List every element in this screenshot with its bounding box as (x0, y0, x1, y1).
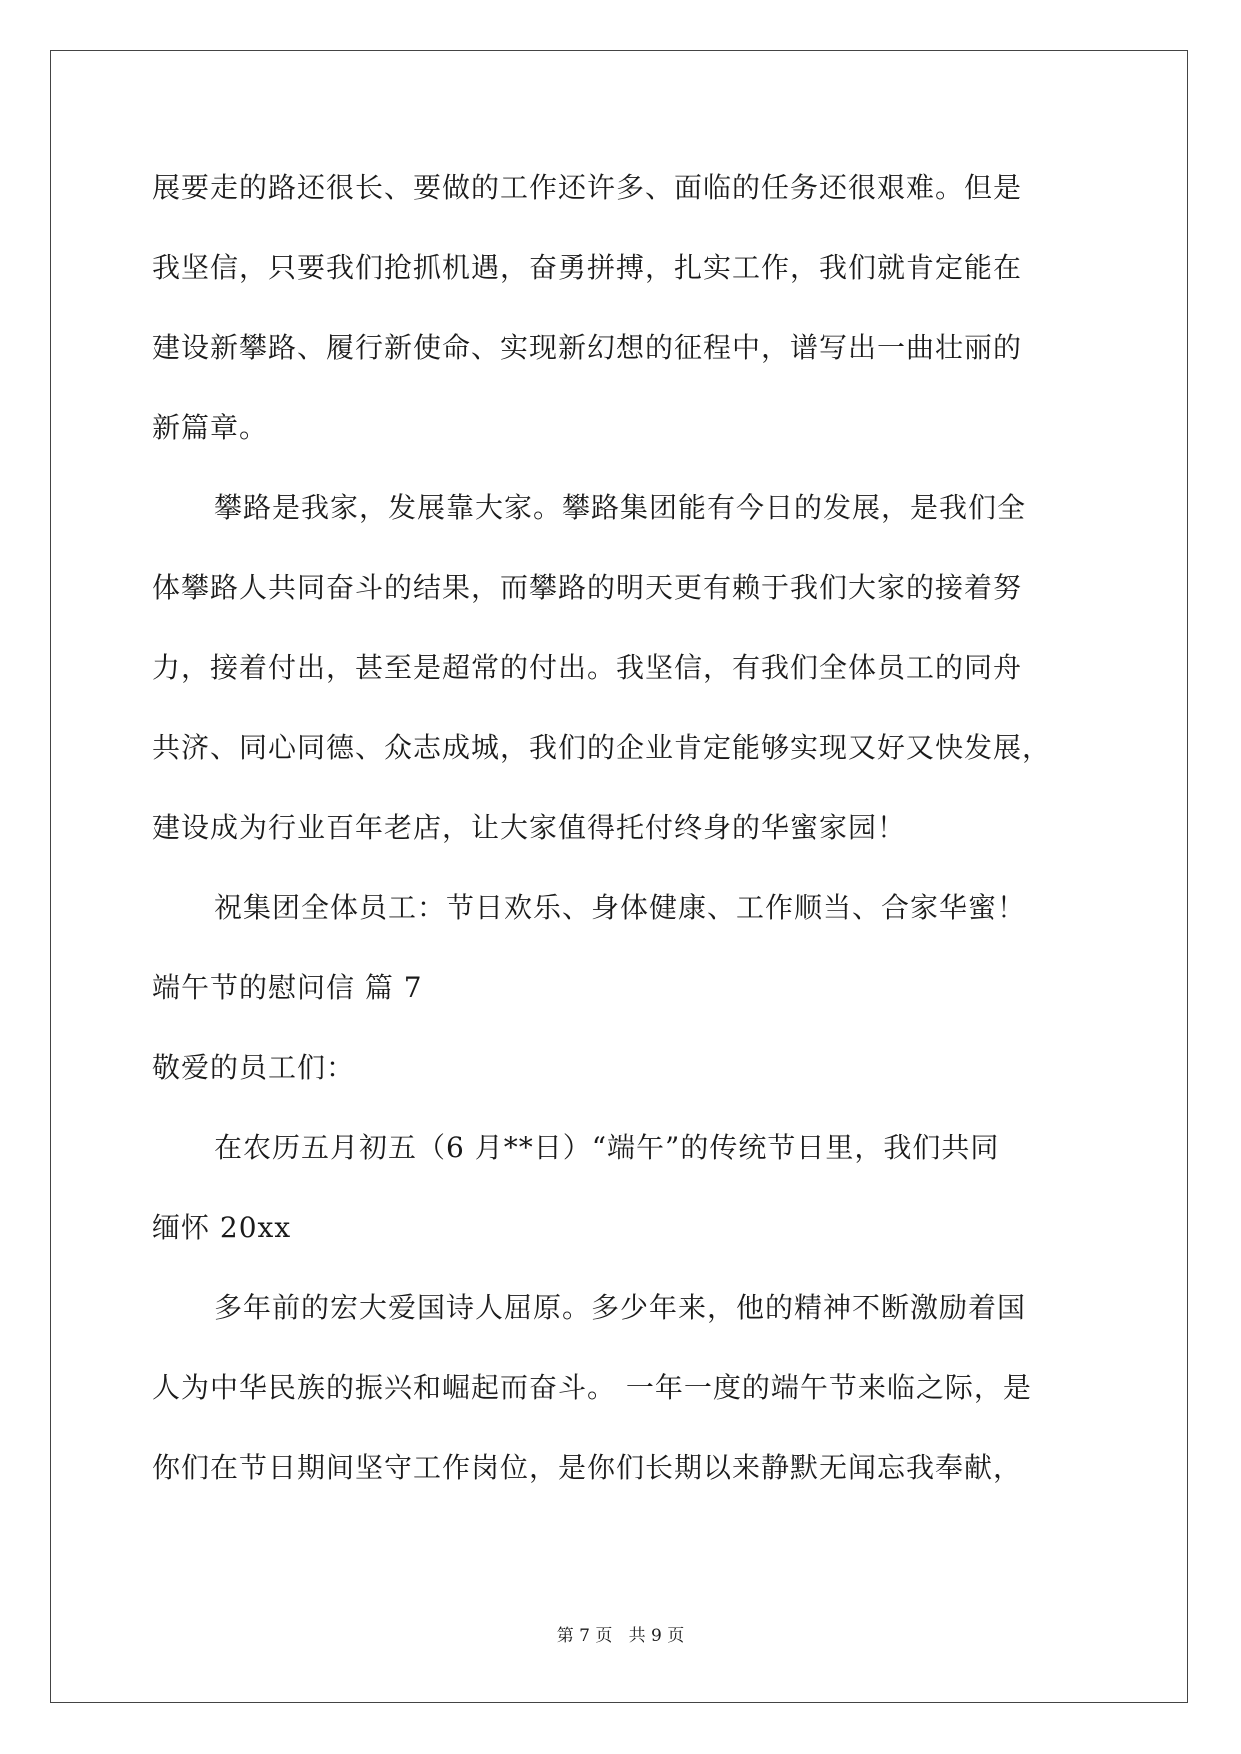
body-line: 力，接着付出，甚至是超常的付出。我坚信，有我们全体员工的同舟 (152, 651, 1023, 684)
body-line: 建设新攀路、履行新使命、实现新幻想的征程中，谱写出一曲壮丽的 (152, 331, 1023, 364)
body-line: 新篇章。 (152, 411, 269, 444)
body-line: 人为中华民族的振兴和崛起而奋斗。 一年一度的端午节来临之际，是 (152, 1371, 1032, 1404)
body-line: 你们在节日期间坚守工作岗位，是你们长期以来静默无闻忘我奉献， (152, 1451, 1023, 1484)
body-line: 共济、同心同德、众志成城，我们的企业肯定能够实现又好又快发展， (152, 731, 1052, 764)
paragraph-start-line: 多年前的宏大爱国诗人屈原。多少年来，他的精神不断激励着国 (214, 1291, 1027, 1324)
section-heading: 端午节的慰问信 篇 7 (152, 971, 423, 1004)
body-line: 体攀路人共同奋斗的结果，而攀路的明天更有赖于我们大家的接着努 (152, 571, 1023, 604)
body-line: 建设成为行业百年老店，让大家值得托付终身的华蜜家园！ (152, 811, 907, 844)
paragraph-start-line: 攀路是我家，发展靠大家。攀路集团能有今日的发展，是我们全 (214, 491, 1027, 524)
greeting-line: 祝集团全体员工：节日欢乐、身体健康、工作顺当、合家华蜜！ (214, 891, 1027, 924)
paragraph-start-line: 在农历五月初五（6 月**日）“端午”的传统节日里，我们共同 (214, 1131, 1000, 1164)
salutation: 敬爱的员工们： (152, 1051, 356, 1084)
body-line: 缅怀 20xx (152, 1211, 292, 1244)
body-line: 我坚信，只要我们抢抓机遇，奋勇拼搏，扎实工作，我们就肯定能在 (152, 251, 1023, 284)
body-line: 展要走的路还很长、要做的工作还许多、面临的任务还很艰难。但是 (152, 171, 1023, 204)
page-number-footer: 第 7 页 共 9 页 (556, 1626, 685, 1646)
